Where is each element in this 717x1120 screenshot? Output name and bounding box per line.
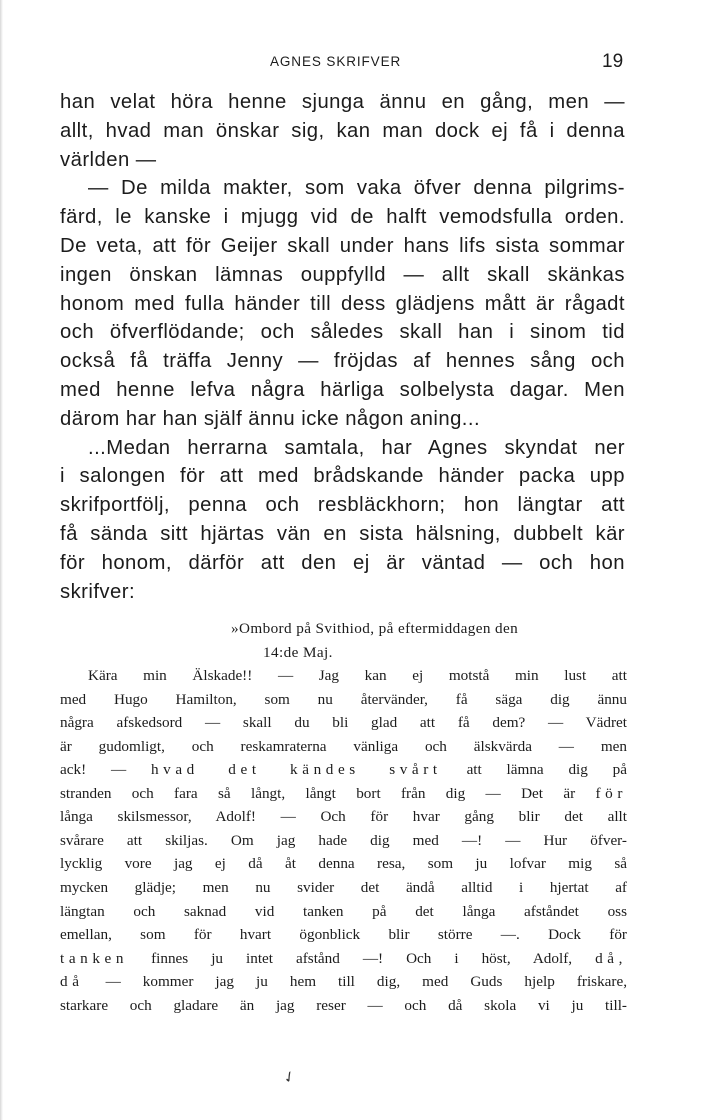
- body-line: i salongen för att med brådskande händer packa upp: [60, 465, 625, 488]
- letter-line: längtan och saknad vid tanken på det långa afståndet oss: [60, 902, 627, 920]
- spaced-emphasis: tanken: [60, 949, 129, 967]
- running-head: [0, 52, 717, 72]
- letter-date: 14:de Maj.: [263, 643, 333, 661]
- body-line: skrifportfölj, penna och resbläckhorn; hon längtar att: [60, 494, 625, 517]
- printer-mark-icon: ✓: [279, 1066, 300, 1088]
- page-edge-shadow: [0, 0, 3, 1120]
- letter-heading: »Ombord på Svithiod, på eftermiddagen den: [231, 620, 519, 637]
- letter-line: långa skilsmessor, Adolf! — Och för hvar gång blir det allt: [60, 808, 627, 826]
- letter-line: [60, 970, 627, 994]
- body-line: färd, le kanske i mjugg vid de halft vemodsfulla orden.: [60, 206, 625, 229]
- body-line: för honom, därför att den ej är väntad — och hon: [60, 551, 625, 574]
- body-line: världen —: [60, 148, 157, 171]
- body-line: allt, hvad man önskar sig, kan man dock ej få i denna: [60, 119, 625, 142]
- body-line: skrifver:: [60, 580, 136, 603]
- body-line: därom har han själf ännu icke någon aning...: [60, 407, 481, 430]
- body-line: ...Medan herrarna samtala, har Agnes skyndat ner: [88, 436, 625, 459]
- letter-line: är gudomligt, och reskamraterna vänliga och älskvärda — men: [60, 737, 627, 755]
- body-line: De veta, att för Geijer skall under hans lifs sista sommar: [60, 234, 625, 257]
- letter-line: mycken glädje; men nu svider det ändå alltid i hjertat af: [60, 879, 627, 897]
- body-line: få sända sitt hjärtas vän en sista hälsning, dubbelt kär: [60, 522, 625, 545]
- letter-line: [60, 758, 627, 782]
- body-text: [60, 88, 625, 606]
- letter-line: [60, 782, 627, 806]
- letter-line: lycklig vore jag ej då åt denna resa, som ju lofvar mig så: [60, 855, 627, 873]
- body-line: — De milda makter, som vaka öfver denna pilgrims-: [88, 177, 625, 200]
- letter-line: emellan, som för hvart ögonblick blir större —. Dock för: [60, 926, 627, 944]
- letter-line: Kära min Älskade!! — Jag kan ej motstå min lust att: [88, 667, 627, 685]
- running-title: AGNES SKRIFVER: [270, 54, 402, 69]
- spaced-emphasis: hvad det kändes svårt: [150, 761, 442, 779]
- letter-text: finnes ju intet afstånd —! Och i höst, Adolf,: [151, 949, 573, 967]
- letter-line: [60, 947, 627, 971]
- body-line: med henne lefva några härliga solbelysta dagar. Men: [60, 378, 625, 401]
- spaced-emphasis: då,: [595, 949, 628, 967]
- spaced-emphasis: för: [595, 784, 627, 802]
- letter-text: — kommer jag ju hem till dig, med Guds hjelp friskare,: [105, 973, 628, 991]
- body-line: också få träffa Jenny — fröjdas af hennes sång och: [60, 350, 625, 373]
- letter-line: med Hugo Hamilton, som nu återvänder, få säga dig ännu: [60, 690, 627, 708]
- body-line: och öfverflödande; och således skall han i sinom tid: [60, 321, 625, 344]
- body-line: honom med fulla händer till dess glädjens mått är rågadt: [60, 292, 625, 315]
- letter-block: [60, 617, 627, 1017]
- page-number: 19: [602, 51, 624, 72]
- spaced-emphasis: då: [60, 973, 84, 991]
- letter-line: starkare och gladare än jag reser — och då skola vi ju till-: [60, 996, 627, 1014]
- body-line: ingen önskan lämnas ouppfylld — allt skall skänkas: [60, 263, 625, 286]
- letter-text: att lämna dig på: [466, 761, 628, 779]
- letter-text: ack! —: [60, 761, 127, 779]
- body-line: han velat höra henne sjunga ännu en gång, men —: [60, 91, 625, 113]
- letter-line: några afskedsord — skall du bli glad att få dem? — Vädret: [60, 714, 627, 732]
- letter-text: stranden och fara så långt, långt bort från dig — Det är: [60, 784, 576, 802]
- letter-line: svårare att skiljas. Om jag hade dig med —! — Hur öfver-: [60, 831, 627, 849]
